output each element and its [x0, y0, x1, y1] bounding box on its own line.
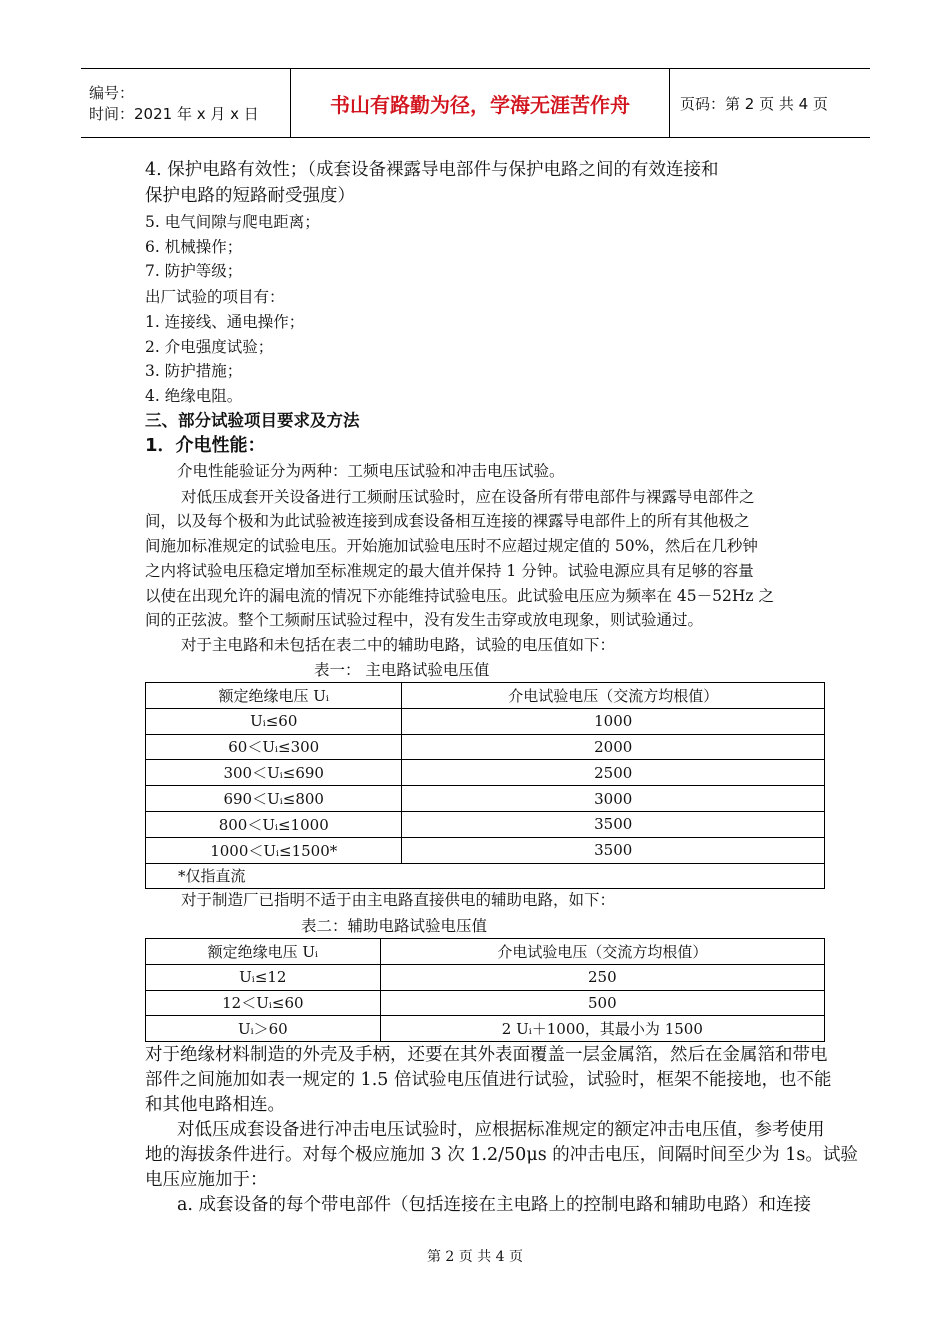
section-3-heading: 三、部分试验项目要求及方法: [145, 411, 360, 430]
factory-test-title: 出厂试验的项目有：: [145, 288, 285, 306]
factory-item-1: 1. 连接线、通电操作；: [145, 313, 305, 331]
paragraph-line: 对于绝缘材料制造的外壳及手柄，还要在其外表面覆盖一层金属箔，然后在金属箔和带电: [145, 1045, 828, 1065]
section-3-1-heading: 1．介电性能：: [145, 435, 266, 456]
table-header-row: [146, 939, 825, 965]
table-row: [146, 964, 825, 990]
item-4-line2: 保护电路的短路耐受强度）: [145, 186, 355, 206]
page-header: [81, 68, 870, 138]
paragraph-line: 间施加标准规定的试验电压。开始施加试验电压时不应超过规定值的 50%，然后在几秒钟: [145, 537, 758, 555]
table-row: [146, 708, 825, 734]
table-cell: 690＜Uᵢ≤800: [146, 786, 402, 812]
header-meta: [81, 69, 291, 137]
table-cell: 1000: [402, 708, 825, 734]
paragraph-table1-intro: 对于主电路和未包括在表二中的辅助电路，试验的电压值如下：: [181, 636, 616, 654]
table-row: [146, 1016, 825, 1042]
table-row: [146, 734, 825, 760]
header-page: 页码：第 2 页 共 4 页: [680, 94, 828, 113]
table-1: [145, 682, 825, 889]
table-cell: Uᵢ≤60: [146, 708, 402, 734]
table-header-cell: 额定绝缘电压 Uᵢ: [146, 939, 381, 965]
table-cell: 1000＜Uᵢ≤1500*: [146, 837, 402, 863]
paragraph-line: 电压应施加于：: [145, 1170, 268, 1190]
table-cell: 3500: [402, 811, 825, 837]
table-cell: 60＜Uᵢ≤300: [146, 734, 402, 760]
paragraph-line: 和其他电路相连。: [145, 1095, 285, 1115]
header-time: 时间：2021 年 x 月 x 日: [89, 105, 259, 123]
table-cell: 2000: [402, 734, 825, 760]
table-header-row: [146, 683, 825, 709]
table-cell: 2 Uᵢ＋1000，其最小为 1500: [380, 1016, 824, 1042]
paragraph-line: 对低压成套设备进行冲击电压试验时，应根据标准规定的额定冲击电压值，参考使用: [177, 1120, 825, 1140]
paragraph-line: 部件之间施加如表一规定的 1.5 倍试验电压值进行试验，试验时，框架不能接地，也不能: [145, 1070, 832, 1090]
table-2: [145, 938, 825, 1042]
paragraph-line: 以使在出现允许的漏电流的情况下亦能维持试验电压。此试验电压应为频率在 45－52Hz 之: [145, 587, 774, 605]
table-row: [146, 786, 825, 812]
table-cell: 12＜Uᵢ≤60: [146, 990, 381, 1016]
table-header-cell: 介电试验电压（交流方均根值）: [380, 939, 824, 965]
table-cell: 800＜Uᵢ≤1000: [146, 811, 402, 837]
item-6: 6. 机械操作；: [145, 238, 243, 256]
item-5: 5. 电气间隙与爬电距离；: [145, 213, 320, 231]
item-4-line1: 4. 保护电路有效性；（成套设备裸露导电部件与保护电路之间的有效连接和: [145, 160, 719, 180]
table-cell: Uᵢ＞60: [146, 1016, 381, 1042]
item-7: 7. 防护等级；: [145, 262, 243, 280]
table-cell: Uᵢ≤12: [146, 964, 381, 990]
paragraph-line: 之内将试验电压稳定增加至标准规定的最大值并保持 1 分钟。试验电源应具有足够的容量: [145, 562, 754, 580]
table-2-caption: 表二：辅助电路试验电压值: [301, 917, 488, 935]
table-row: [146, 837, 825, 863]
paragraph-intro: 介电性能验证分为两种：工频电压试验和冲击电压试验。: [177, 462, 565, 480]
paragraph-table2-intro: 对于制造厂已指明不适于由主电路直接供电的辅助电路，如下：: [181, 891, 616, 909]
table-cell: 2500: [402, 760, 825, 786]
page-footer: 第 2 页 共 4 页: [426, 1249, 524, 1265]
table-row: [146, 990, 825, 1016]
paragraph-line: 间的正弦波。整个工频耐压试验过程中，没有发生击穿或放电现象，则试验通过。: [145, 611, 704, 629]
table-cell: 250: [380, 964, 824, 990]
table-cell: 500: [380, 990, 824, 1016]
paragraph-line: 对低压成套开关设备进行工频耐压试验时，应在设备所有带电部件与裸露导电部件之: [181, 488, 755, 506]
table-note: *仅指直流: [146, 863, 825, 889]
paragraph-line: 间，以及每个极和为此试验被连接到成套设备相互连接的裸露导电部件上的所有其他极之: [145, 512, 750, 530]
paragraph-line: 地的海拔条件进行。对每个极应施加 3 次 1.2/50μs 的冲击电压，间隔时间至少为 1s。试验: [145, 1145, 858, 1165]
table-cell: 3500: [402, 837, 825, 863]
header-number: 编号：: [89, 84, 135, 102]
table-header-cell: 介电试验电压（交流方均根值）: [402, 683, 825, 709]
table-header-cell: 额定绝缘电压 Uᵢ: [146, 683, 402, 709]
table-cell: 3000: [402, 786, 825, 812]
table-row: [146, 760, 825, 786]
header-motto: 书山有路勤为径，学海无涯苦作舟: [291, 69, 670, 137]
factory-item-3: 3. 防护措施；: [145, 362, 243, 380]
table-note-row: [146, 863, 825, 889]
paragraph-item-a: a. 成套设备的每个带电部件（包括连接在主电路上的控制电路和辅助电路）和连接: [177, 1195, 812, 1215]
table-1-caption: 表一： 主电路试验电压值: [314, 661, 490, 679]
factory-item-4: 4. 绝缘电阻。: [145, 387, 243, 405]
table-cell: 300＜Uᵢ≤690: [146, 760, 402, 786]
factory-item-2: 2. 介电强度试验；: [145, 338, 274, 356]
table-row: [146, 811, 825, 837]
